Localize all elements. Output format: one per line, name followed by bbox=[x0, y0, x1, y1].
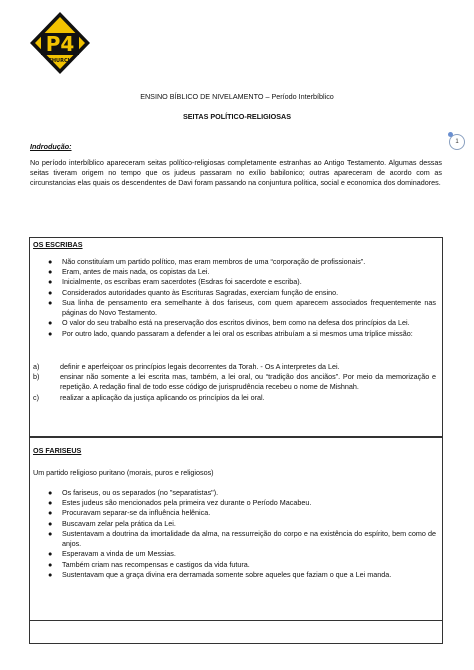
list-item: ● O valor do seu trabalho está na preservação dos escritos divinos, bem como na defesa dos princípios da Lei. bbox=[48, 318, 410, 328]
list-item: ● Também criam nas recompensas e castigos da vida futura. bbox=[48, 559, 250, 569]
list-item: ● Inicialmente, os escribas eram sacerdotes (Esdras foi sacerdote e escriba). bbox=[48, 277, 302, 287]
bullet-icon: ● bbox=[48, 257, 53, 266]
fariseus-bullet-list bbox=[48, 488, 436, 580]
list-item: ● Não constituíam um partido político, mas eram membros de uma “corporação de profissionais”. bbox=[48, 257, 366, 266]
escribas-mission-list bbox=[33, 362, 436, 403]
bullet-icon: ● bbox=[48, 518, 53, 528]
bullet-icon: ● bbox=[48, 569, 53, 579]
list-item: ● Por outro lado, quando passaram a defender a lei oral os escribas atribuíam a si mesmos uma tríplice missão: bbox=[48, 328, 413, 338]
list-item: ● Sua linha de pensamento era semelhante à dos fariseus, com quem aparecem associados frequentemente nas páginas do Novo Testamento. bbox=[48, 297, 436, 318]
escribas-section bbox=[29, 237, 443, 437]
bullet-icon: ● bbox=[48, 559, 53, 569]
list-item: ● Procuravam separar-se da influência helênica. bbox=[48, 508, 211, 518]
list-item: ● Os fariseus, ou os separados (no "separatistas"). bbox=[48, 488, 219, 497]
logo-text: P4 bbox=[45, 32, 75, 56]
bullet-icon: ● bbox=[48, 277, 53, 287]
fariseus-description: Um partido religioso puritano (morais, puros e religiosos) bbox=[33, 468, 214, 477]
list-item: ● Sustentavam a doutrina da imortalidade da alma, na ressurreição do corpo e na existência do espírito, bem como de anjos. bbox=[48, 528, 436, 549]
bullet-icon: ● bbox=[48, 318, 53, 328]
bullet-icon: ● bbox=[48, 267, 53, 277]
intro-label: Indrodução: bbox=[30, 142, 72, 151]
bullet-icon: ● bbox=[48, 498, 53, 508]
p4-church-logo-icon bbox=[28, 10, 92, 76]
bullet-icon: ● bbox=[48, 528, 53, 538]
page-number-badge[interactable] bbox=[449, 134, 465, 150]
list-item: c) realizar a aplicação da justiça aplicando os princípios da lei oral. bbox=[33, 392, 265, 402]
page-number: 1 bbox=[455, 139, 459, 145]
bullet-icon: ● bbox=[48, 328, 53, 338]
bullet-icon: ● bbox=[48, 287, 53, 297]
bullet-icon: ● bbox=[48, 508, 53, 518]
section-divider bbox=[30, 620, 442, 621]
bullet-icon: ● bbox=[48, 549, 53, 559]
list-item: b) ensinar não somente a lei escrita mas, também, a lei oral, ou “tradição dos anciãos”. Por meio da memorização e repetição. A redação final de todo esse código de jurisprudência recebeu o nome de Mishnah. bbox=[33, 372, 436, 392]
escribas-title: OS ESCRIBAS bbox=[33, 240, 83, 249]
bullet-icon: ● bbox=[48, 488, 53, 497]
list-item: ● Buscavam zelar pela prática da Lei. bbox=[48, 518, 176, 528]
comment-dot-icon bbox=[448, 132, 453, 137]
list-item: ● Eram, antes de mais nada, os copistas da Lei. bbox=[48, 267, 210, 277]
list-item: ● Considerados autoridades quanto às Escrituras Sagradas, exerciam função de ensino. bbox=[48, 287, 339, 297]
list-item: ● Estes judeus são mencionados pela primeira vez durante o Período Macabeu. bbox=[48, 498, 312, 508]
list-item: ● Sustentavam que a graça divina era derramada somente sobre aqueles que faziam o que a Lei manda. bbox=[48, 569, 392, 579]
church-logo bbox=[28, 10, 92, 76]
fariseus-section bbox=[29, 437, 443, 644]
escribas-bullet-list bbox=[48, 257, 436, 339]
logo-subtext: CHURCH bbox=[48, 58, 72, 64]
document-title: SEITAS POLÍTICO-RELIGIOSAS bbox=[182, 112, 292, 121]
list-item: a) definir e aperfeiçoar os princípios legais decorrentes da Torah. - Os A interpretes da Lei. bbox=[33, 362, 340, 371]
fariseus-title: OS FARISEUS bbox=[33, 446, 82, 455]
list-item: ● Esperavam a vinda de um Messias. bbox=[48, 549, 176, 559]
document-header: ENSINO BÍBLICO DE NIVELAMENTO – Período Interbíblico bbox=[140, 92, 334, 101]
intro-paragraph: No período interbíblico apareceram seitas político-religiosas completamente estranhas ao Antigo Testamento. Algumas dessas seitas tiveram origem no tempo que os judeus passaram no exílio babilonico; outras apareceram de acordo com as circunstancias elas quais os descendentes de Davi foram passando na conjuntura política, social e economica dos dominadores. bbox=[30, 158, 442, 188]
bullet-icon: ● bbox=[48, 297, 53, 307]
